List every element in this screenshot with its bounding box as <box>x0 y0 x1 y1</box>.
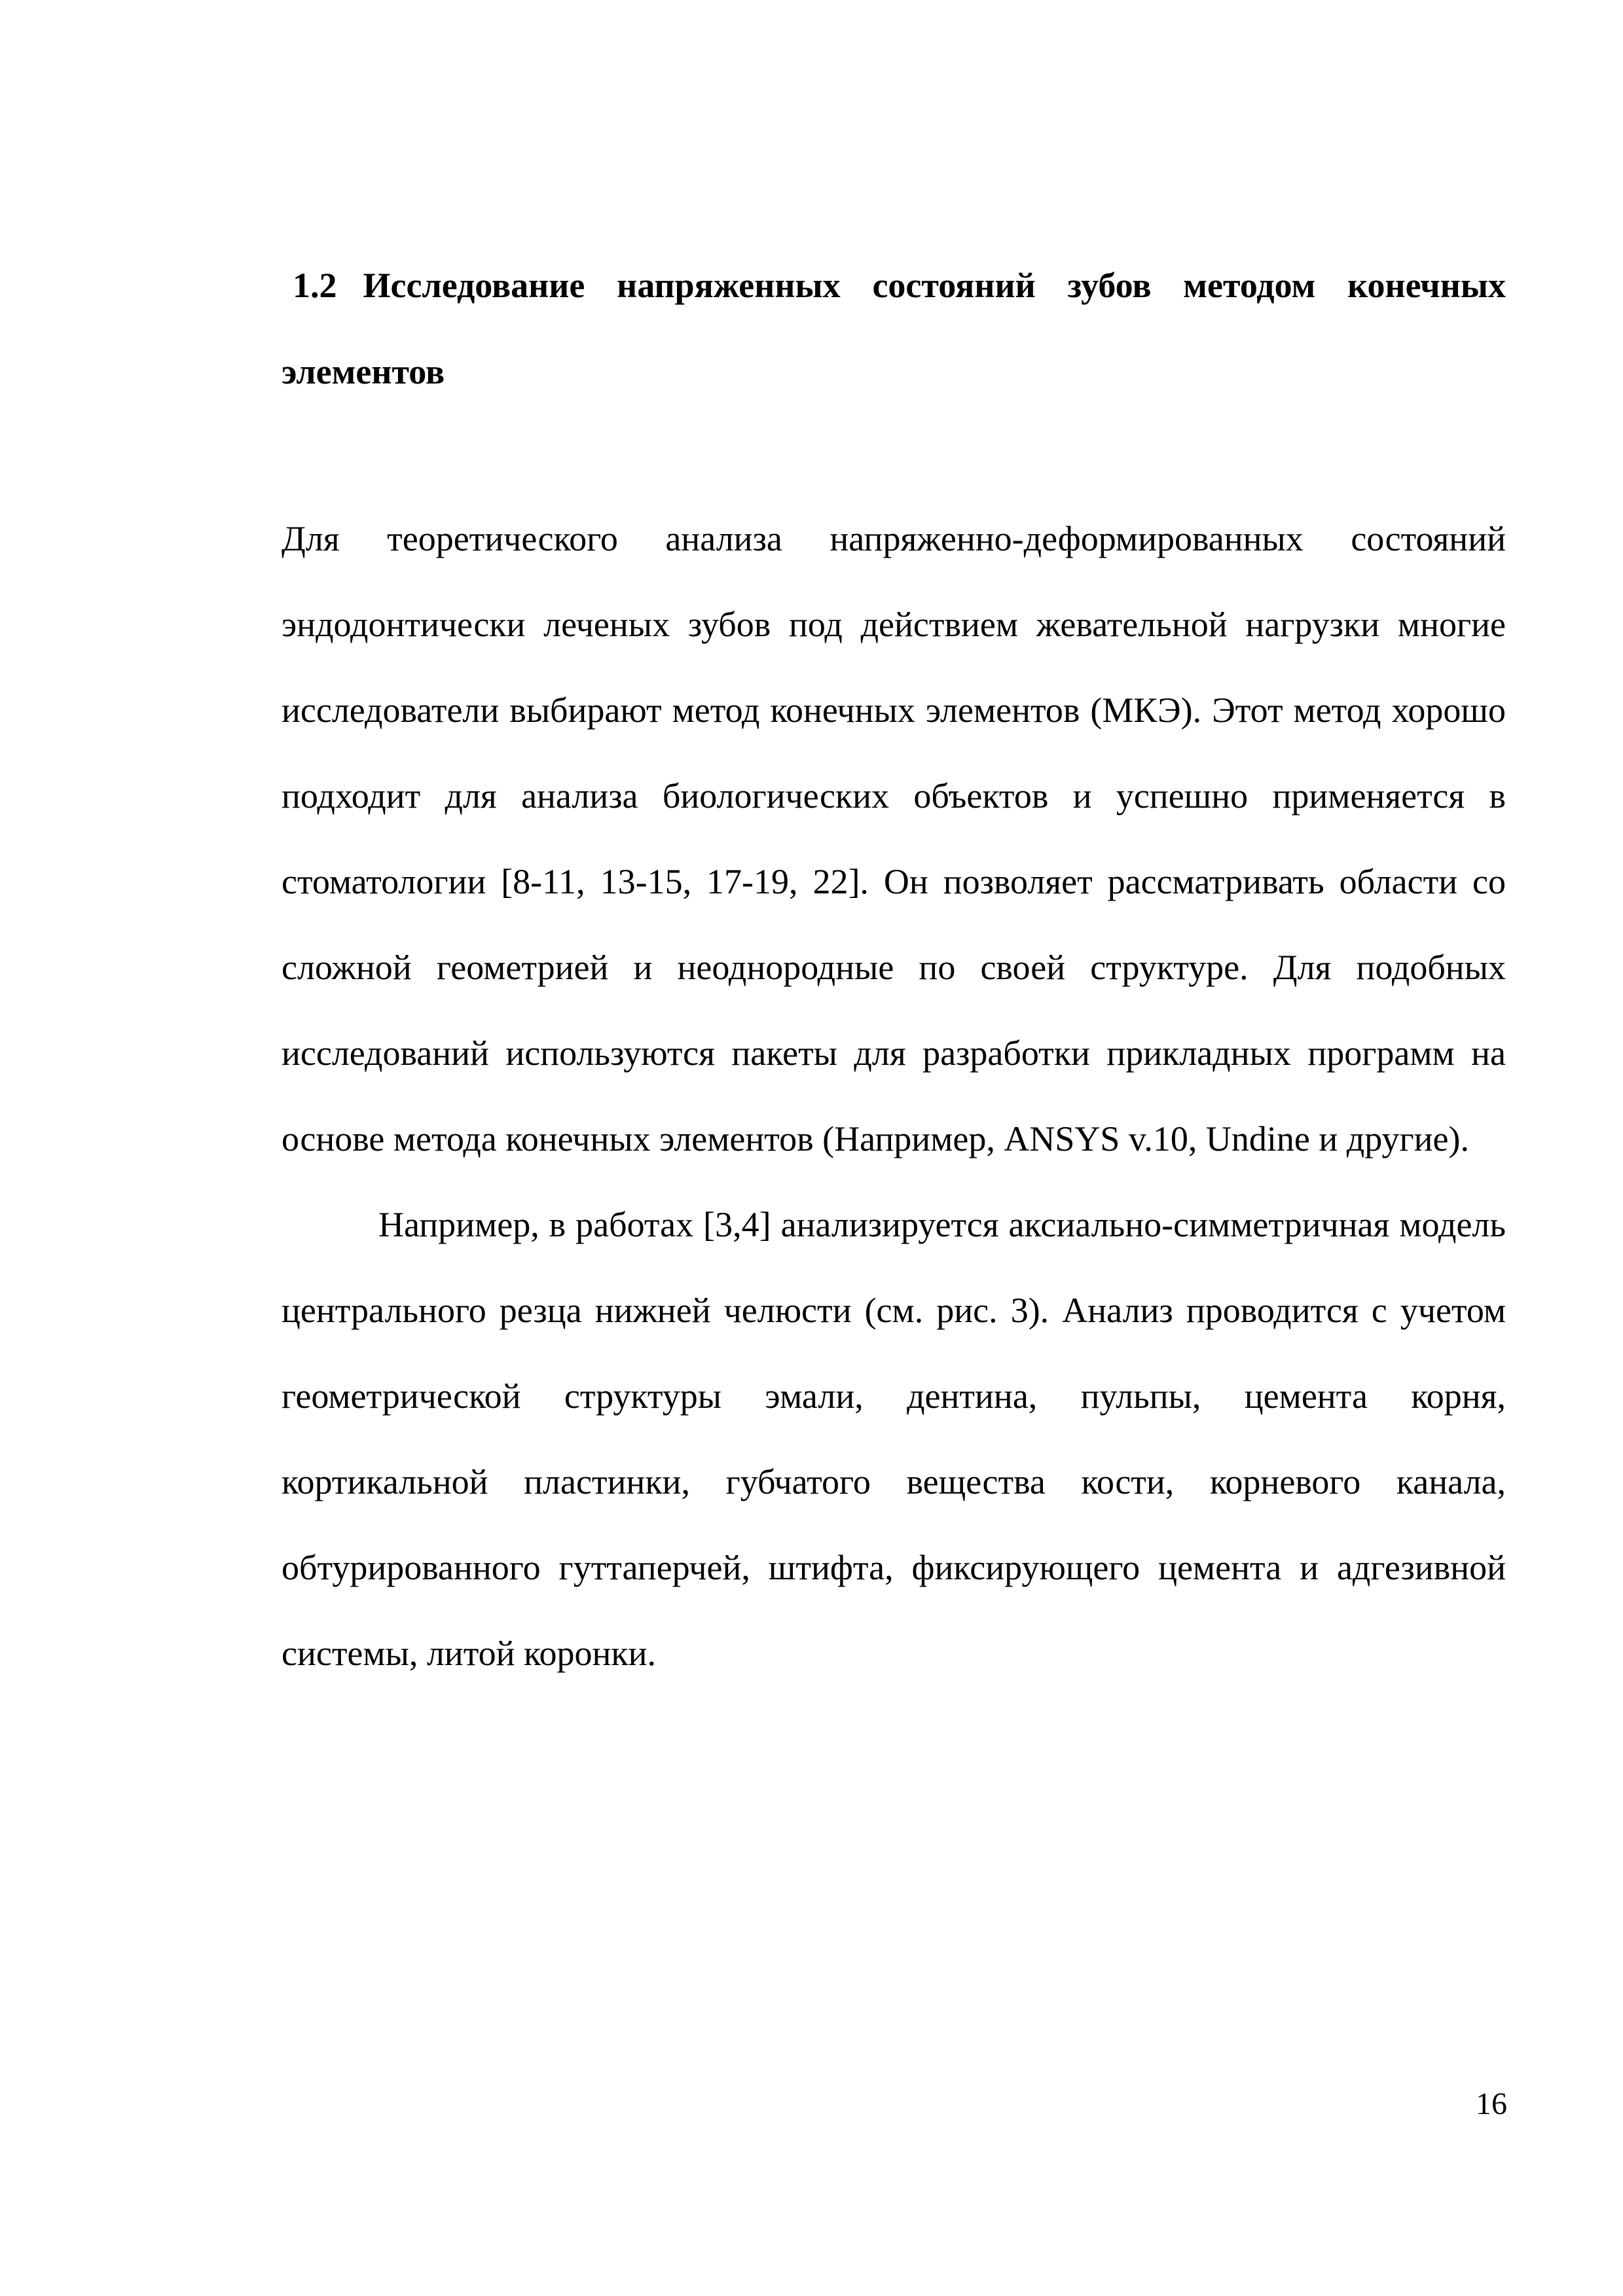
body-text <box>282 496 1506 1696</box>
section-title: Исследование напряженных состояний зубов методом конечных элементов <box>282 266 1506 391</box>
paragraph-2: Например, в работах [3,4] анализируется аксиально-симметричная модель центрального резца нижней челюсти (см. рис. 3). Анализ проводится с учетом геометрической структуры эмали, дентина, пульпы, цемента корня, кортикальной пластинки, губчатого вещества кости, корневого канала, обтурированного гуттаперчей, штифта, фиксирующего цемента и адгезивной системы, литой коронки. <box>282 1205 1506 1673</box>
section-heading <box>282 242 1506 415</box>
section-number: 1.2 <box>293 266 337 305</box>
paragraph-1: Для теоретического анализа напряженно-деформированных состояний эндодонтически леченых зубов под действием жевательной нагрузки многие исследователи выбирают метод конечных элементов (МКЭ). Этот метод хорошо подходит для анализа биологических объектов и успешно применяется в стоматологии [8-11, 13-15, 17-19, 22]. Он позволяет рассматривать области со сложной геометрией и неоднородные по своей структуре. Для подобных исследований используются пакеты для разработки прикладных программ на основе метода конечных элементов (Например, ANSYS v.10, Undine и другие). <box>282 519 1506 1158</box>
page-number: 16 <box>1476 2087 1507 2121</box>
